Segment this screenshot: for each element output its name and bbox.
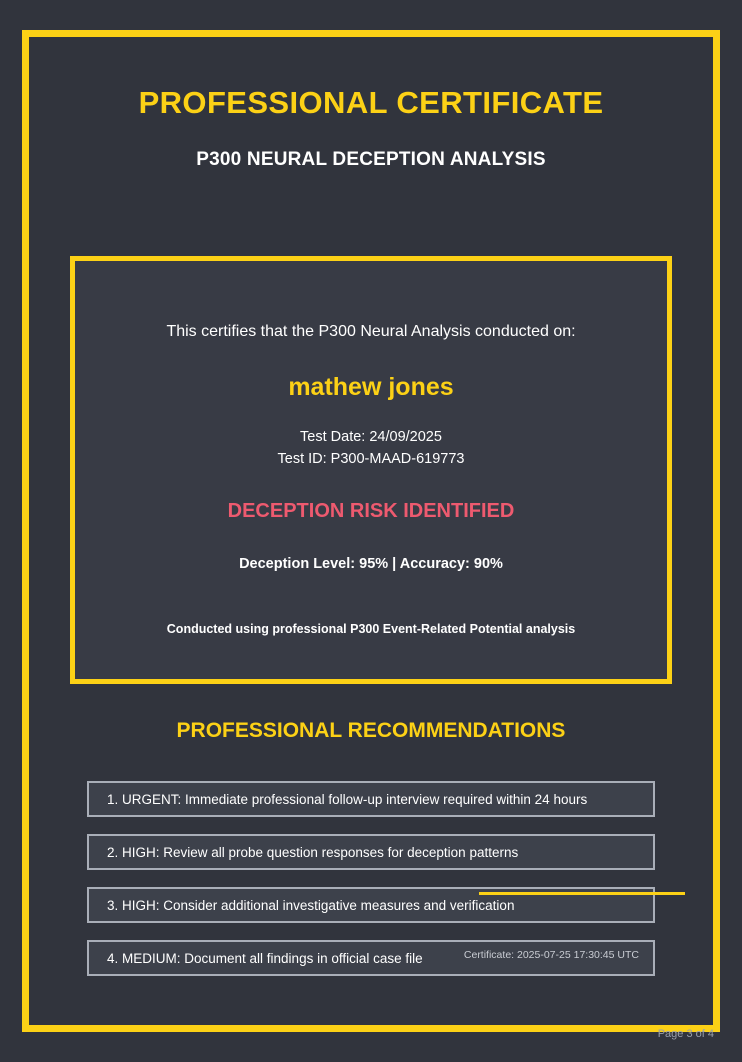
- recommendations-list: [87, 781, 655, 993]
- recommendations-heading: PROFESSIONAL RECOMMENDATIONS: [176, 719, 566, 742]
- certificate-details-box: [70, 256, 672, 684]
- gold-border-frame: [22, 30, 720, 1032]
- certificate-body: [29, 37, 713, 1025]
- test-id: Test ID: P300-MAAD-619773: [277, 451, 465, 467]
- test-date: Test Date: 24/09/2025: [300, 429, 442, 445]
- subject-name: mathew jones: [288, 373, 454, 401]
- certificate-subtitle: P300 NEURAL DECEPTION ANALYSIS: [196, 149, 546, 170]
- certifies-statement: This certifies that the P300 Neural Analysis conducted on:: [166, 323, 576, 340]
- method-note: Conducted using professional P300 Event-Related Potential analysis: [166, 622, 576, 636]
- page-number: Page 3 of 4: [657, 1028, 714, 1040]
- list-item: 1. URGENT: Immediate professional follow-up interview required within 24 hours: [87, 781, 655, 817]
- certificate-title: PROFESSIONAL CERTIFICATE: [138, 85, 604, 120]
- verdict-text: DECEPTION RISK IDENTIFIED: [227, 500, 515, 522]
- list-item: 2. HIGH: Review all probe question responses for deception patterns: [87, 834, 655, 870]
- list-item: 4. MEDIUM: Document all findings in official case file: [87, 940, 655, 976]
- deception-accuracy-levels: Deception Level: 95% | Accuracy: 90%: [239, 556, 503, 572]
- gold-divider: [479, 892, 685, 895]
- list-item: 3. HIGH: Consider additional investigative measures and verification: [87, 887, 655, 923]
- certificate-timestamp: Certificate: 2025-07-25 17:30:45 UTC: [463, 949, 639, 961]
